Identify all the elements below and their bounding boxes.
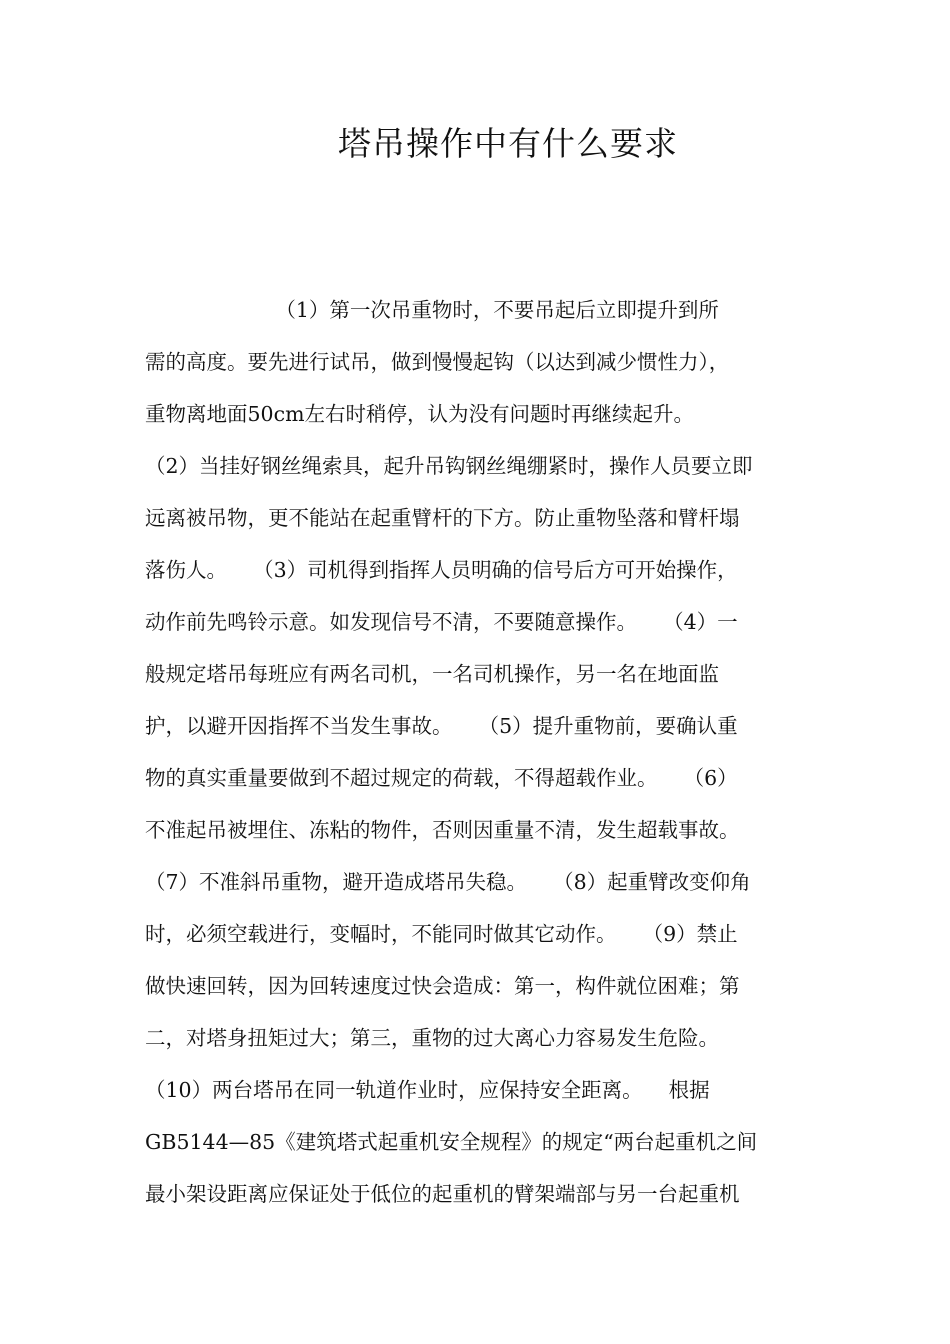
- body-line: （2）当挂好钢丝绳索具，起升吊钩钢丝绳绷紧时，操作人员要立即: [145, 454, 753, 478]
- body-line: （10）两台塔吊在同一轨道作业时，应保持安全距离。 根据: [145, 1078, 710, 1102]
- body-line: GB5144—85《建筑塔式起重机安全规程》的规定“两台起重机之间: [145, 1130, 758, 1154]
- document-body: [145, 290, 945, 1226]
- body-line: 落伤人。 （3）司机得到指挥人员明确的信号后方可开始操作，: [145, 558, 738, 582]
- body-line: 不准起吊被埋住、冻粘的物件，否则因重量不清，发生超载事故。: [145, 818, 740, 842]
- body-line: 时，必须空载进行，变幅时，不能同时做其它动作。 （9）禁止: [145, 922, 738, 946]
- body-line: 需的高度。要先进行试吊，做到慢慢起钩（以达到减少惯性力），: [145, 350, 730, 374]
- body-line: 护，以避开因指挥不当发生事故。 （5）提升重物前，要确认重: [145, 714, 738, 738]
- body-line: 物的真实重量要做到不超过规定的荷载，不得超载作业。 （6）: [145, 766, 738, 790]
- body-line: 远离被吊物，更不能站在起重臂杆的下方。防止重物坠落和臂杆塌: [145, 506, 740, 530]
- body-line: 动作前先鸣铃示意。如发现信号不清，不要随意操作。 （4）一: [145, 610, 738, 634]
- body-line: 做快速回转，因为回转速度过快会造成：第一，构件就位困难；第: [145, 974, 740, 998]
- body-line: 重物离地面50cm左右时稍停，认为没有问题时再继续起升。: [145, 402, 695, 426]
- body-line: 般规定塔吊每班应有两名司机，一名司机操作，另一名在地面监: [145, 662, 719, 686]
- body-line: （7）不准斜吊重物，避开造成塔吊失稳。 （8）起重臂改变仰角: [145, 870, 751, 894]
- body-line: （1）第一次吊重物时，不要吊起后立即提升到所: [145, 298, 719, 322]
- document-title: 塔吊操作中有什么要求: [338, 124, 678, 163]
- body-line: 二，对塔身扭矩过大；第三，重物的过大离心力容易发生危险。: [145, 1026, 719, 1050]
- body-line: 最小架设距离应保证处于低位的起重机的臂架端部与另一台起重机: [145, 1182, 740, 1206]
